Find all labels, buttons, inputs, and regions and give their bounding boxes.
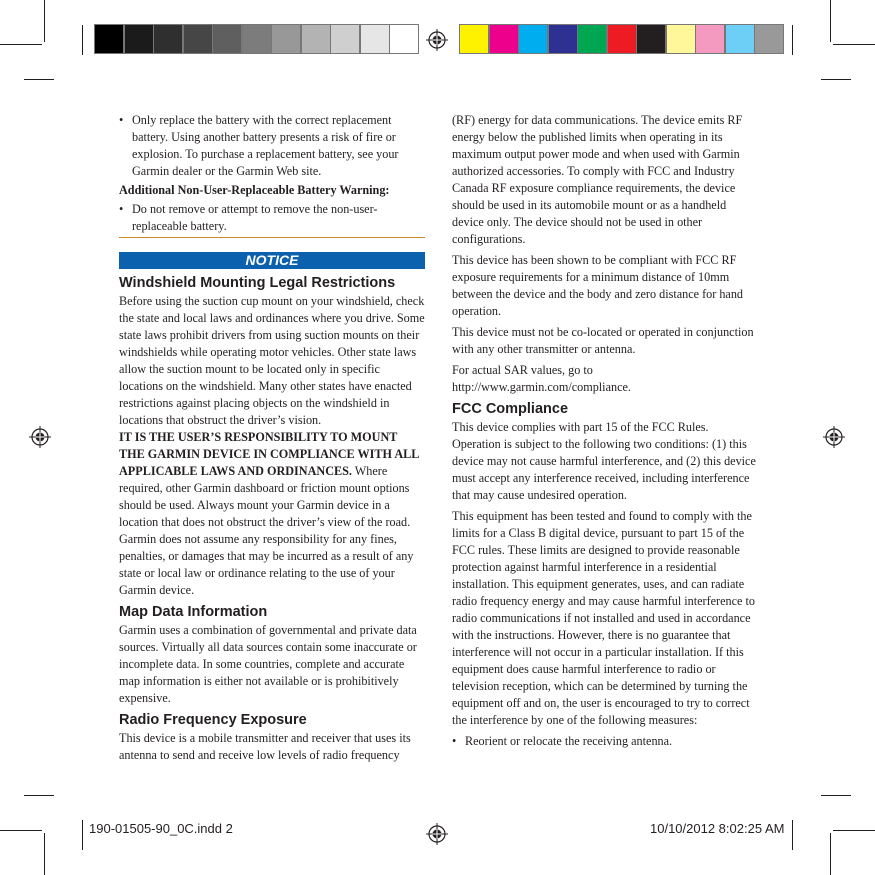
- crop-mark: [44, 833, 45, 875]
- crop-mark: [24, 795, 54, 796]
- map-data-paragraph: Garmin uses a combination of governmental and private data sources. Virtually all data sources contain some inaccurate or incomplete data. In some countries, complete and accurate map information is either not available or is prohibitively expensive.: [119, 623, 417, 705]
- registration-target-icon: [426, 29, 448, 51]
- crop-mark: [0, 830, 42, 831]
- sar-paragraph: For actual SAR values, go to http://www.garmin.com/compliance.: [452, 363, 631, 394]
- fcc-paragraph: This device complies with part 15 of the FCC Rules. Operation is subject to the following two conditions: (1) this device may not cause harmful interference, and (2) this device must accept any interference received, including interference that may cause undesired operation.: [452, 420, 756, 502]
- color-swatch: [754, 24, 784, 54]
- slug-filename: 190-01505-90_0C.indd 2: [89, 821, 233, 836]
- rf-exposure-paragraph: This device is a mobile transmitter and receiver that uses its antenna to send and receive low levels of radio frequency: [119, 731, 411, 762]
- color-swatch: [330, 24, 360, 54]
- crop-mark: [830, 833, 831, 875]
- fcc-heading: FCC Compliance: [452, 401, 569, 417]
- color-swatch: [459, 24, 489, 54]
- color-swatch: [301, 24, 331, 54]
- color-swatch: [389, 24, 419, 54]
- rf-distance-paragraph: This device has been shown to be compliant with FCC RF exposure requirements for a minimum distance of 10mm between the device and the body and zero distance for hand operation.: [452, 253, 744, 318]
- color-swatch: [183, 24, 213, 54]
- color-swatch: [695, 24, 725, 54]
- map-data-heading: Map Data Information: [119, 604, 268, 620]
- crop-mark: [833, 44, 875, 45]
- color-swatch: [153, 24, 183, 54]
- windshield-legal-paragraph: [119, 429, 425, 599]
- bullet-symbol: •: [119, 202, 124, 216]
- bullet-symbol: •: [119, 113, 124, 127]
- windshield-paragraph: Before using the suction cup mount on your windshield, check the state and local laws and ordinances where you drive. Some state laws prohibit drivers from using suction mounts on their windshields while operating motor vehicles. Other state laws allow the suction mount to be located only in specific locations on the windshield. Many other states have enacted restrictions against placing objects on the windshield in locations that obstruct the driver’s vision.: [119, 294, 425, 427]
- color-swatch: [518, 24, 548, 54]
- list-item: [119, 112, 425, 180]
- bullet-symbol: •: [452, 734, 457, 748]
- color-swatch: [607, 24, 637, 54]
- color-swatch: [94, 24, 124, 54]
- color-swatch: [271, 24, 301, 54]
- battery-warning-heading: Additional Non-User-Replaceable Battery Warning:: [119, 183, 390, 197]
- crop-mark: [821, 795, 851, 796]
- slug-timestamp: 10/10/2012 8:02:25 AM: [650, 821, 785, 836]
- registration-target-icon: [823, 426, 845, 448]
- color-swatch: [124, 24, 154, 54]
- left-column: [119, 112, 425, 768]
- list-item: [452, 733, 758, 750]
- windshield-caps-text: IT IS THE USER’S RESPONSIBILITY TO MOUNT THE GARMIN DEVICE IN COMPLIANCE WITH ALL APPLICABLE LAWS AND ORDINANCES.: [119, 430, 419, 478]
- registration-target-icon: [29, 426, 51, 448]
- rf-exposure-heading: Radio Frequency Exposure: [119, 712, 307, 728]
- color-swatch: [242, 24, 272, 54]
- crop-mark: [833, 830, 875, 831]
- section-divider: [119, 237, 425, 238]
- list-item: [119, 201, 425, 235]
- color-swatch: [666, 24, 696, 54]
- crop-mark: [0, 44, 42, 45]
- color-swatch: [725, 24, 755, 54]
- crop-mark: [792, 25, 793, 55]
- crop-mark: [792, 820, 793, 850]
- rf-continued-paragraph: (RF) energy for data communications. The device emits RF energy below the published limits when operating in its maximum output power mode and when used with Garmin authorized accessories. To comply with FCC and Industry Canada RF exposure compliance requirements, the device should be used in its automobile mount or as a handheld device only. The device should not be used in other configurations.: [452, 113, 743, 246]
- right-column: [452, 112, 758, 752]
- crop-mark: [82, 25, 83, 55]
- color-swatch: [636, 24, 666, 54]
- registration-target-icon: [426, 823, 448, 845]
- fcc-bullet-text: Reorient or relocate the receiving antenna.: [465, 734, 673, 748]
- crop-mark: [44, 0, 45, 42]
- fcc-equipment-paragraph: This equipment has been tested and found to comply with the limits for a Class B digital device, pursuant to part 15 of the FCC rules. These limits are designed to provide reasonable protection against harmful interference in a residential installation. This equipment generates, uses, and can radiate radio frequency energy and may cause harmful interference to radio communications if not installed and used in accordance with the instructions. However, there is no guarantee that interference will not occur in a particular installation. If this equipment does cause harmful interference to radio or television reception, which can be determined by turning the equipment off and on, the user is encouraged to try to correct the interference by one of the following measures:: [452, 509, 755, 727]
- crop-mark: [821, 79, 851, 80]
- color-swatch: [548, 24, 578, 54]
- notice-banner: NOTICE: [119, 252, 425, 269]
- rf-colocation-paragraph: This device must not be co-located or operated in conjunction with any other transmitter or antenna.: [452, 325, 754, 356]
- color-swatch: [212, 24, 242, 54]
- battery-removal-text: Do not remove or attempt to remove the non-user-replaceable battery.: [132, 202, 378, 233]
- crop-mark: [830, 0, 831, 42]
- windshield-legal-text: Where required, other Garmin dashboard or friction mount options should be used. Always mount your Garmin device in a location that does not obstruct the driver’s view of the road. Garmin does not assume any responsibility for any fines, penalties, or damages that may be incurred as a result of any state or local law or ordinance relating to the use of your Garmin device.: [119, 464, 414, 597]
- color-swatch: [489, 24, 519, 54]
- battery-bullet-text: Only replace the battery with the correct replacement battery. Using another battery presents a risk of fire or explosion. To purchase a replacement battery, see your Garmin dealer or the Garmin Web site.: [132, 113, 399, 178]
- color-swatch: [360, 24, 390, 54]
- color-swatch: [577, 24, 607, 54]
- windshield-heading: Windshield Mounting Legal Restrictions: [119, 275, 396, 291]
- crop-mark: [24, 79, 54, 80]
- crop-mark: [82, 820, 83, 850]
